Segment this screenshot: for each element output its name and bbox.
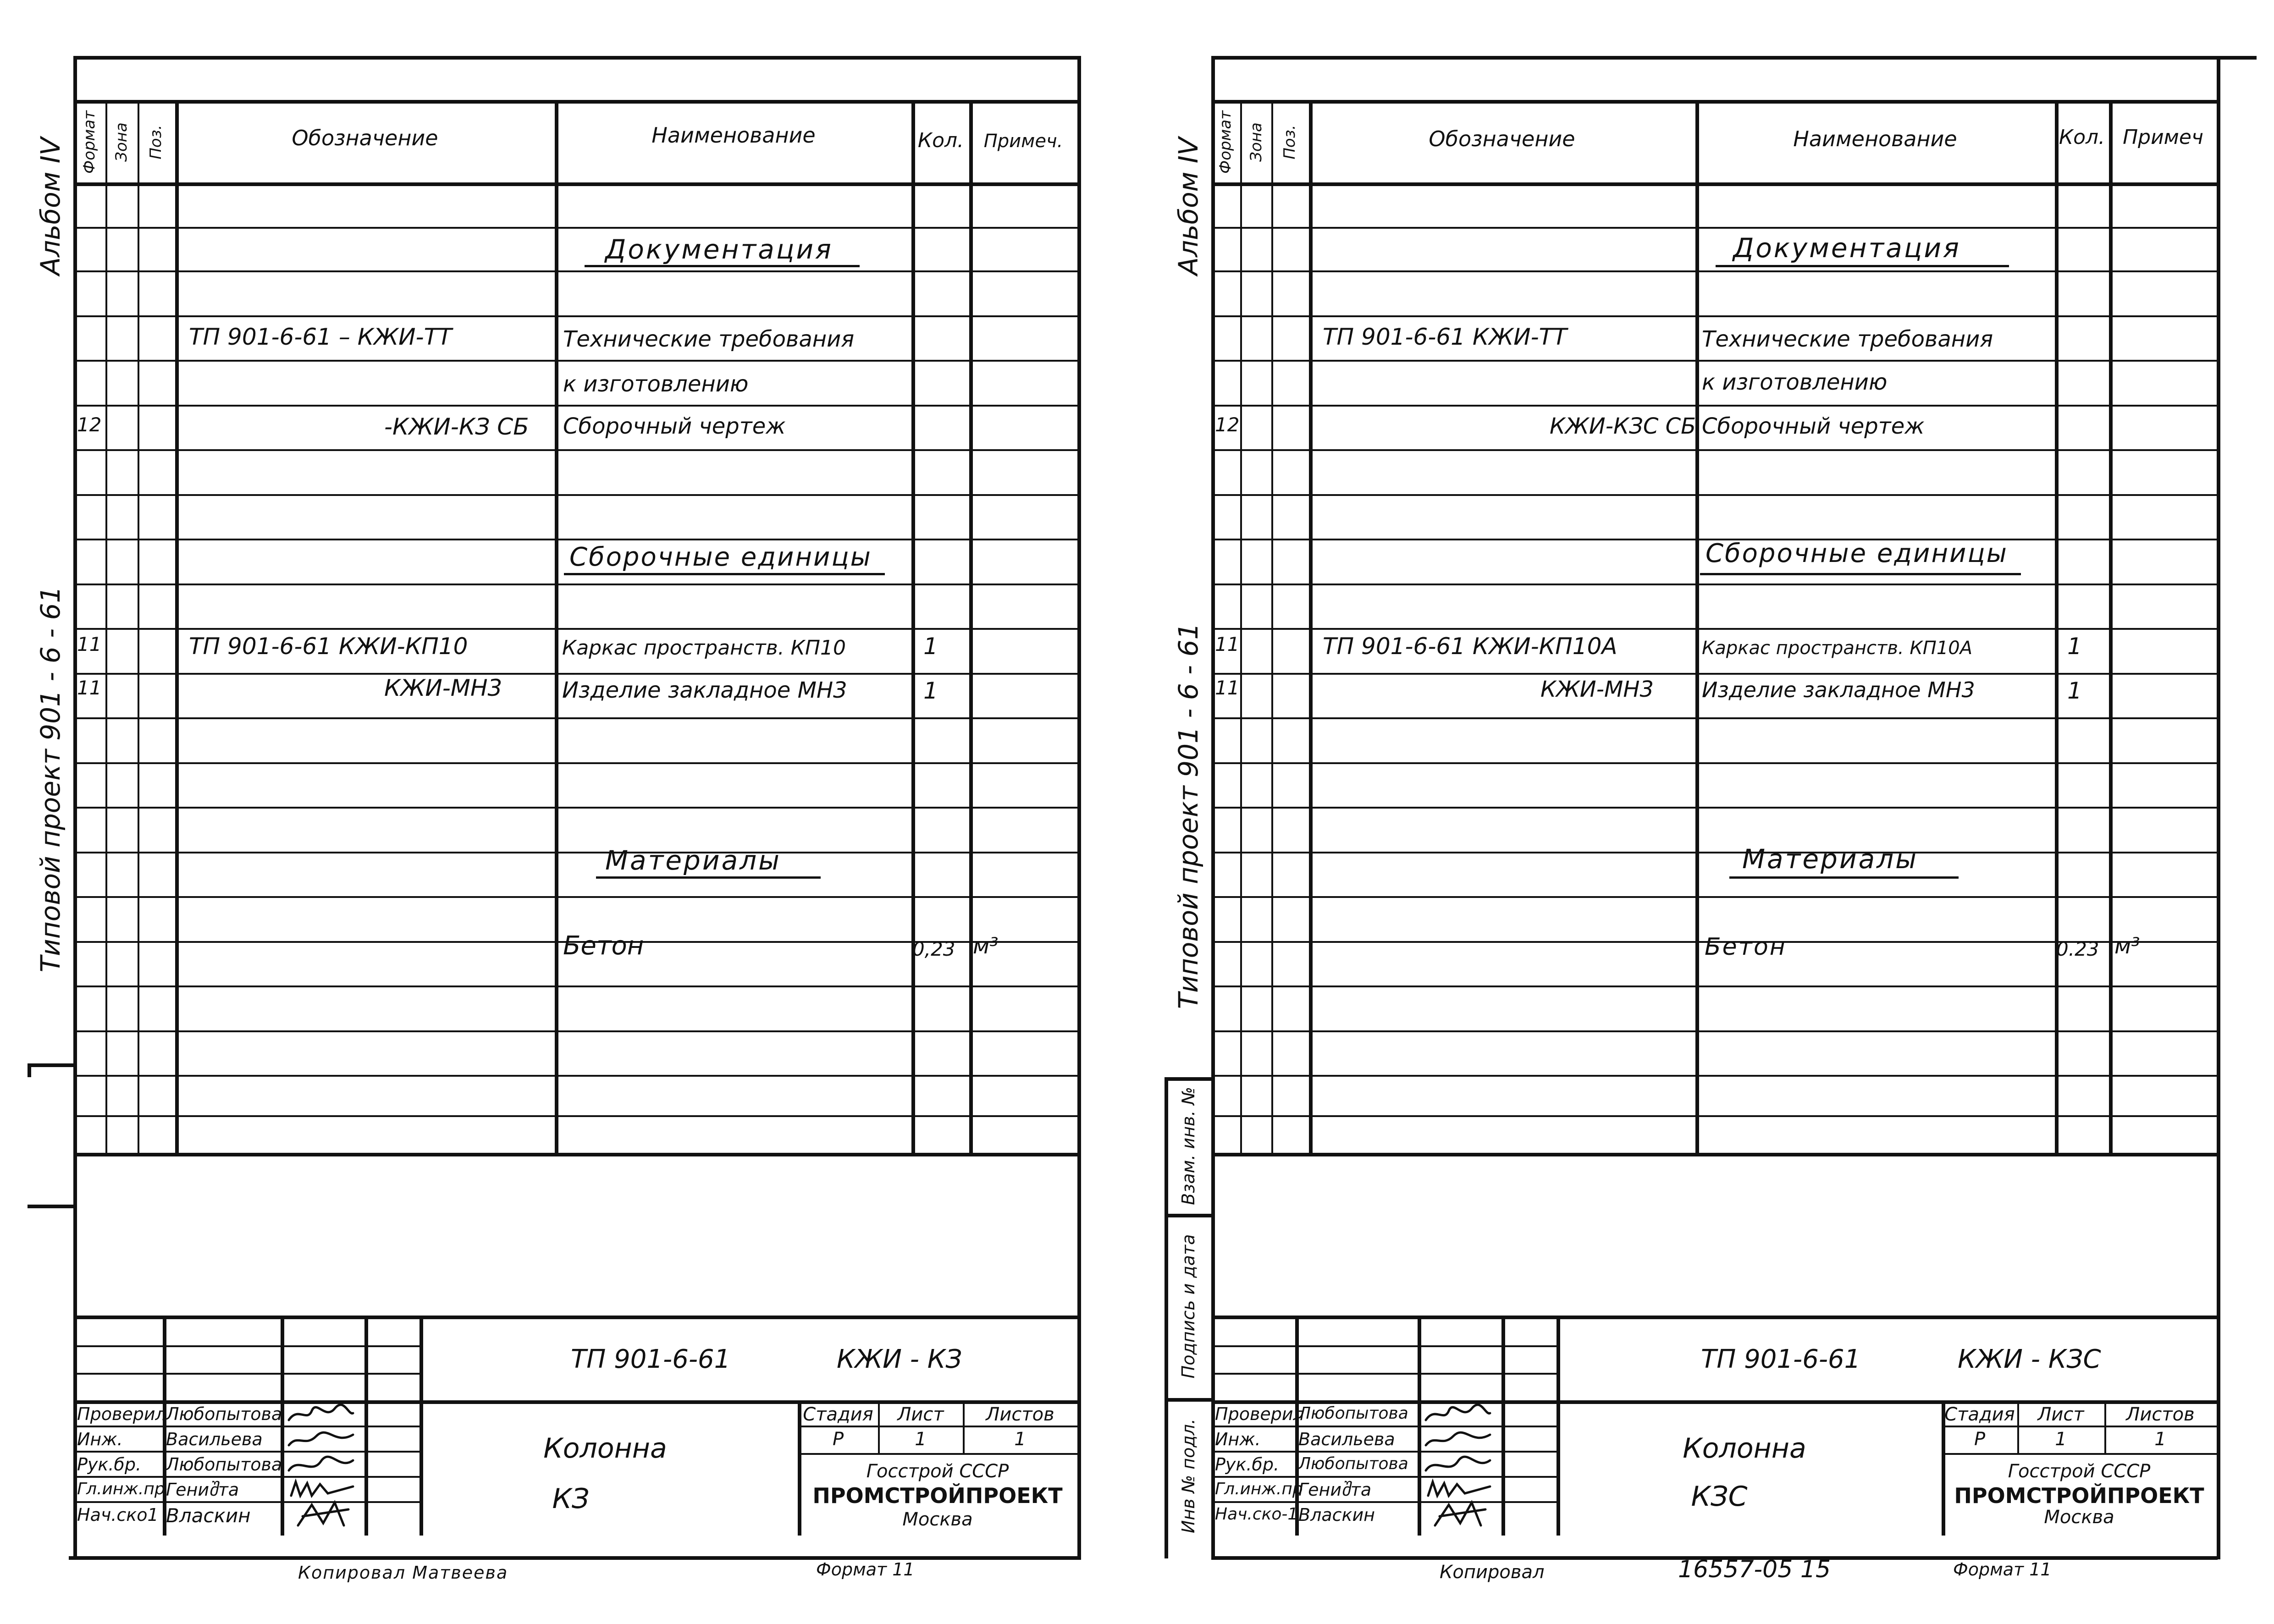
row-name: Бетон [563,931,644,961]
row-name: Каркас пространств. КП10А [1702,638,1973,659]
header-qty: Кол. [2059,126,2105,149]
stamp-role: Проверил [1215,1404,1304,1424]
stamp-sheet-label: Лист [2037,1404,2084,1425]
row-name: к изготовлению [563,371,749,397]
stamp-sheets-label: Листов [2126,1404,2195,1425]
stamp-org-main: ПРОМСТРОЙПРОЕКТ [812,1483,1063,1508]
stamp-org-main: ПРОМСТРОЙПРОЕКТ [1954,1483,2204,1508]
copied-by: Копировал [1440,1562,1545,1583]
row-note: м³ [973,933,999,959]
stamp-doc-code: ТП 901-6-61 [571,1344,731,1374]
stamp-sheets-label: Листов [986,1404,1054,1425]
row-name: Бетон [1705,933,1787,961]
row-name: Сборочный чертеж [1702,413,1925,439]
stamp-role: Проверил [77,1404,166,1424]
section-title: Сборочные единицы [1706,539,2008,568]
stamp-name: Любопытова [166,1404,282,1424]
stamp-sheet: 1 [2055,1429,2067,1450]
stamp-org-city: Москва [2044,1507,2114,1528]
section-title: Материалы [605,845,781,876]
side-stamp-replaced: Взам. инв. № [1178,1086,1198,1206]
stamp-name: Гениშта [166,1480,239,1500]
row-designation: ТП 901-6-61 КЖИ-ТТ [1323,324,1567,350]
header-designation: Обозначение [1429,127,1575,151]
row-note: м³ [2114,933,2140,959]
section-title: Документация [1733,232,1961,264]
stamp-role: Инж. [77,1429,123,1449]
row-name: Технические требования [563,326,855,352]
row-designation: ТП 901-6-61 КЖИ-КП10А [1323,633,1617,660]
stamp-stage-label: Стадия [1944,1404,2015,1425]
stamp-name: Любопытова [1298,1454,1408,1473]
row-format: 11 [77,633,102,655]
section-title: Сборочные единицы [569,542,872,572]
stamp-sheets: 1 [2154,1429,2166,1450]
side-stamp-inventory: Инв № подл. [1178,1418,1198,1534]
row-format: 11 [1215,633,1240,655]
stamp-name: Власкин [166,1504,251,1527]
side-album-text: Альбом IV [35,137,66,275]
row-name: Изделие закладное МН3 [562,677,847,703]
header-name: Наименование [651,123,816,148]
stamp-name: Васильева [1298,1429,1395,1449]
stamp-name: Гениშта [1298,1480,1372,1500]
header-format: Формат [1216,110,1235,174]
stamp-name: Власкин [1298,1505,1375,1525]
row-qty: 1 [2067,633,2082,660]
section-title: Материалы [1742,843,1918,875]
stamp-role: Инж. [1215,1429,1261,1449]
stamp-role: Нач.ско1 [77,1505,159,1525]
stamp-title: Колонна [1683,1432,1806,1464]
stamp-title: Колонна [543,1432,667,1464]
row-name: Изделие закладное МН3 [1702,677,1975,702]
stamp-doc-code-suffix: КЖИ - КЗ [837,1344,962,1374]
stamp-name: Любопытова [1298,1404,1408,1423]
row-name: Сборочный чертеж [563,413,786,439]
header-qty: Кол. [917,129,964,152]
section-title: Документация [605,234,833,265]
row-format: 12 [77,413,102,436]
stamp-sheet-label: Лист [897,1404,944,1425]
stamp-org: Госстрой СССР [866,1461,1009,1482]
row-designation: КЖИ-КЗС СБ [1550,413,1696,439]
format-note: Формат 11 [816,1559,915,1580]
stamp-role: Рук.бр. [77,1454,142,1475]
row-designation: ТП 901-6-61 – КЖИ-ТТ [189,324,452,350]
stamp-role: Нач.ско-1 [1215,1505,1298,1524]
header-name: Наименование [1793,127,1957,151]
row-qty: 1 [923,633,938,660]
stamp-stage: Р [832,1429,844,1450]
format-note: Формат 11 [1953,1559,2052,1580]
row-qty: 1 [2067,677,2082,704]
side-stamp-signature: Подпись и дата [1178,1234,1198,1379]
row-designation: -КЖИ-КЗ СБ [384,413,529,440]
row-qty: 1 [923,677,938,704]
copied-by: Копировал Матвеева [298,1563,508,1583]
side-project-text: Типовой проект 901 - 6 - 61 [1173,622,1204,1009]
stamp-sheet: 1 [915,1429,927,1450]
row-designation: КЖИ-МН3 [1540,677,1654,702]
row-designation: КЖИ-МН3 [384,675,502,701]
row-format: 12 [1215,413,1240,436]
header-zone: Зона [112,122,131,162]
stamp-stage: Р [1974,1429,1986,1450]
stamp-stage-label: Стадия [803,1404,873,1425]
row-name: к изготовлению [1702,369,1888,395]
header-note: Примеч. [983,131,1063,152]
side-album-text: Альбом IV [1173,137,1204,275]
header-pos: Поз. [147,125,165,160]
header-pos: Поз. [1281,125,1299,160]
row-qty: 0,23 [912,938,955,960]
row-name: Каркас пространств. КП10 [562,636,846,660]
stamp-name: Любопытова [166,1454,282,1475]
stamp-role: Гл.инж.пр [1215,1480,1303,1498]
row-name: Технические требования [1702,326,1993,352]
header-zone: Зона [1247,122,1265,162]
stamp-title-mark: КЗС [1691,1481,1748,1513]
row-format: 11 [77,677,102,699]
stamp-role: Гл.инж.пр [77,1480,165,1498]
stamp-org-city: Москва [902,1509,973,1530]
side-project-text: Типовой проект 901 - 6 - 61 [35,586,66,973]
row-qty: 0.23 [2056,938,2099,960]
inventory-number: 16557-05 15 [1678,1556,1831,1583]
header-designation: Обозначение [292,126,438,150]
stamp-name: Васильева [166,1429,263,1449]
header-note: Примеч [2123,126,2203,149]
stamp-doc-code-suffix: КЖИ - КЗС [1958,1344,2101,1374]
sheet-right [1137,0,2274,1624]
stamp-doc-code: ТП 901-6-61 [1701,1344,1861,1374]
stamp-role: Рук.бр. [1215,1454,1280,1475]
signature-image [284,1402,362,1535]
stamp-sheets: 1 [1014,1429,1026,1450]
header-format: Формат [80,110,99,174]
row-format: 11 [1215,677,1240,699]
signature-image [1421,1402,1499,1535]
stamp-org: Госстрой СССР [2008,1461,2151,1482]
row-designation: ТП 901-6-61 КЖИ-КП10 [189,633,468,660]
stamp-title-mark: КЗ [552,1483,590,1515]
